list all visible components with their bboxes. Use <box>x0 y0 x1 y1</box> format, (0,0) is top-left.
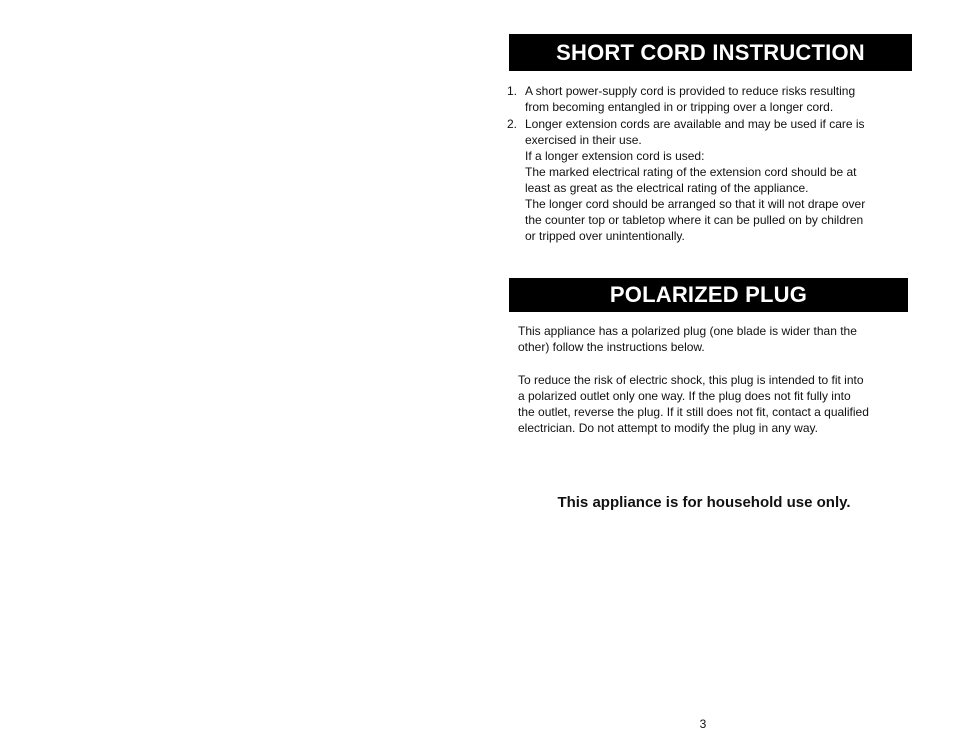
item-2-line-7: the counter top or tabletop where it can be pulled on by children <box>525 213 864 227</box>
item-2-line-5: least as great as the electrical rating of the appliance. <box>525 181 809 195</box>
item-2-line-8: or tripped over unintentionally. <box>525 229 685 243</box>
polarized-p2-line-4: electrician. Do not attempt to modify the plug in any way. <box>518 421 818 435</box>
item-2-line-1: Longer extension cords are available and may be used if care is <box>525 117 865 131</box>
household-use-note: This appliance is for household use only. <box>557 494 851 511</box>
item-1-line-2: from becoming entangled in or tripping over a longer cord. <box>525 100 834 114</box>
item-1-line-1: A short power-supply cord is provided to reduce risks resulting <box>525 84 856 98</box>
polarized-plug-heading: POLARIZED PLUG <box>509 278 908 312</box>
polarized-p1-line-1: This appliance has a polarized plug (one blade is wider than the <box>518 324 857 338</box>
polarized-p1-line-2: other) follow the instructions below. <box>518 340 705 354</box>
polarized-p2-line-3: the outlet, reverse the plug. If it still does not fit, contact a qualified <box>518 405 869 419</box>
item-2-line-3: If a longer extension cord is used: <box>525 149 705 163</box>
item-2-line-4: The marked electrical rating of the extension cord should be at <box>525 165 857 179</box>
page-number: 3 <box>699 717 707 731</box>
polarized-p2-line-1: To reduce the risk of electric shock, this plug is intended to fit into <box>518 373 864 387</box>
polarized-p2-line-2: a polarized outlet only one way. If the plug does not fit fully into <box>518 389 851 403</box>
item-2-line-6: The longer cord should be arranged so that it will not drape over <box>525 197 866 211</box>
item-2-line-2: exercised in their use. <box>525 133 642 147</box>
short-cord-heading: SHORT CORD INSTRUCTION <box>509 34 912 71</box>
item-2-number: 2. <box>507 117 518 131</box>
item-1-number: 1. <box>507 84 518 98</box>
